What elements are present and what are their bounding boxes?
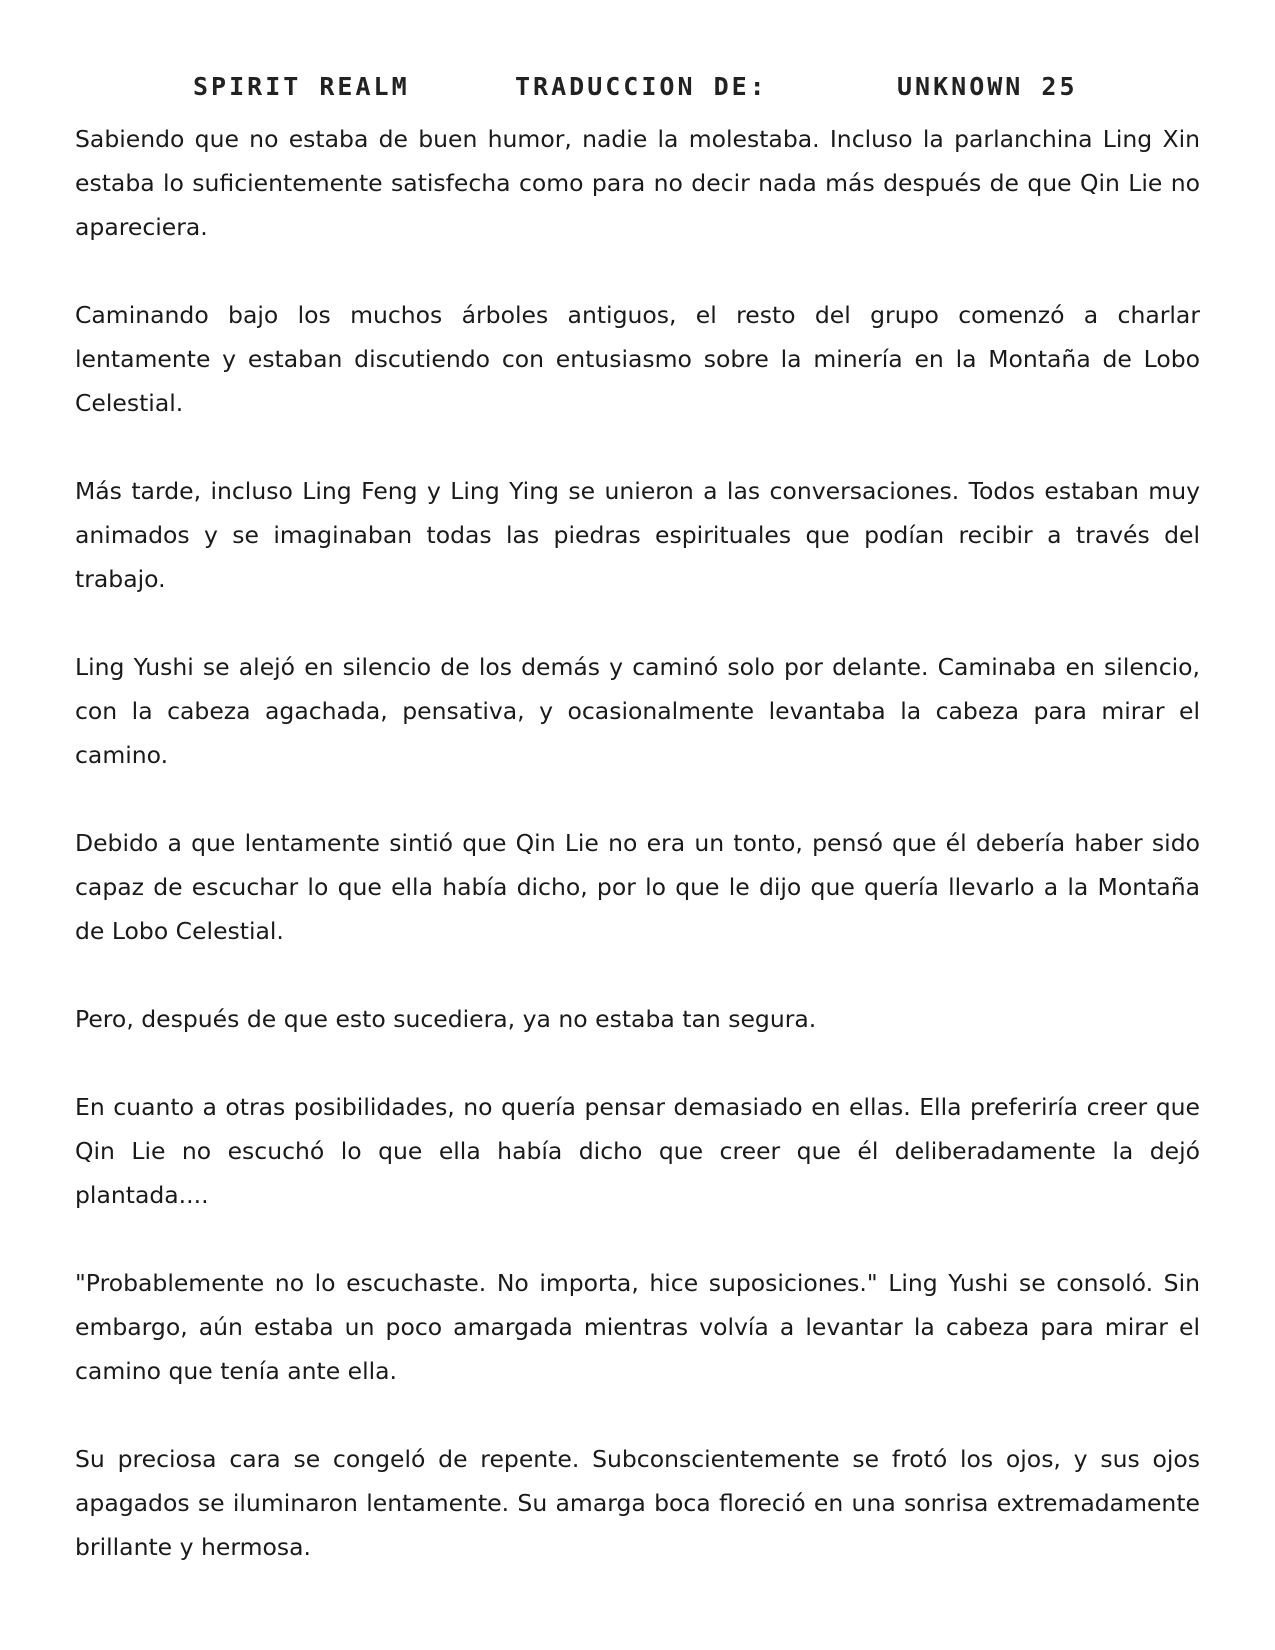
paragraph: Debido a que lentamente sintió que Qin Lie no era un tonto, pensó que él debería haber sido capaz de escuchar lo que ella había dicho, por lo que le dijo que quería llevarlo a la Montaña de Lobo Celestial. — [75, 829, 1200, 945]
document-body — [75, 117, 1200, 1569]
paragraph: Ling Yushi se alejó en silencio de los demás y caminó solo por delante. Caminaba en silencio, con la cabeza agachada, pensativa, y ocasionalmente levantaba la cabeza para mirar el camino. — [75, 653, 1200, 769]
header-translation-label: TRADUCCION DE: — [515, 72, 768, 101]
header-translator: UNKNOWN 25 — [897, 72, 1078, 101]
paragraph: Caminando bajo los muchos árboles antiguos, el resto del grupo comenzó a charlar lentamente y estaban discutiendo con entusiasmo sobre la minería en la Montaña de Lobo Celestial. — [75, 301, 1200, 417]
paragraph: "Probablemente no lo escuchaste. No importa, hice suposiciones." Ling Yushi se consoló. Sin embargo, aún estaba un poco amargada mientras volvía a levantar la cabeza para mirar el camino que tenía ante ella. — [75, 1269, 1200, 1385]
paragraph: Sabiendo que no estaba de buen humor, nadie la molestaba. Incluso la parlanchina Ling Xin estaba lo suficientemente satisfecha como para no decir nada más después de que Qin Lie no apareciera. — [75, 125, 1200, 241]
header-title: SPIRIT REALM — [193, 72, 410, 101]
paragraph: Más tarde, incluso Ling Feng y Ling Ying se unieron a las conversaciones. Todos estaban muy animados y se imaginaban todas las piedras espirituales que podían recibir a través del trabajo. — [75, 477, 1200, 593]
paragraph: Pero, después de que esto sucediera, ya no estaba tan segura. — [75, 1005, 817, 1033]
page-header — [0, 72, 1275, 112]
paragraph: Su preciosa cara se congeló de repente. Subconscientemente se frotó los ojos, y sus ojos apagados se iluminaron lentamente. Su amarga boca floreció en una sonrisa extremadamente brillante y hermosa. — [75, 1445, 1200, 1561]
paragraph: En cuanto a otras posibilidades, no quería pensar demasiado en ellas. Ella preferiría creer que Qin Lie no escuchó lo que ella había dicho que creer que él deliberadamente la dejó plantada.... — [75, 1093, 1200, 1209]
